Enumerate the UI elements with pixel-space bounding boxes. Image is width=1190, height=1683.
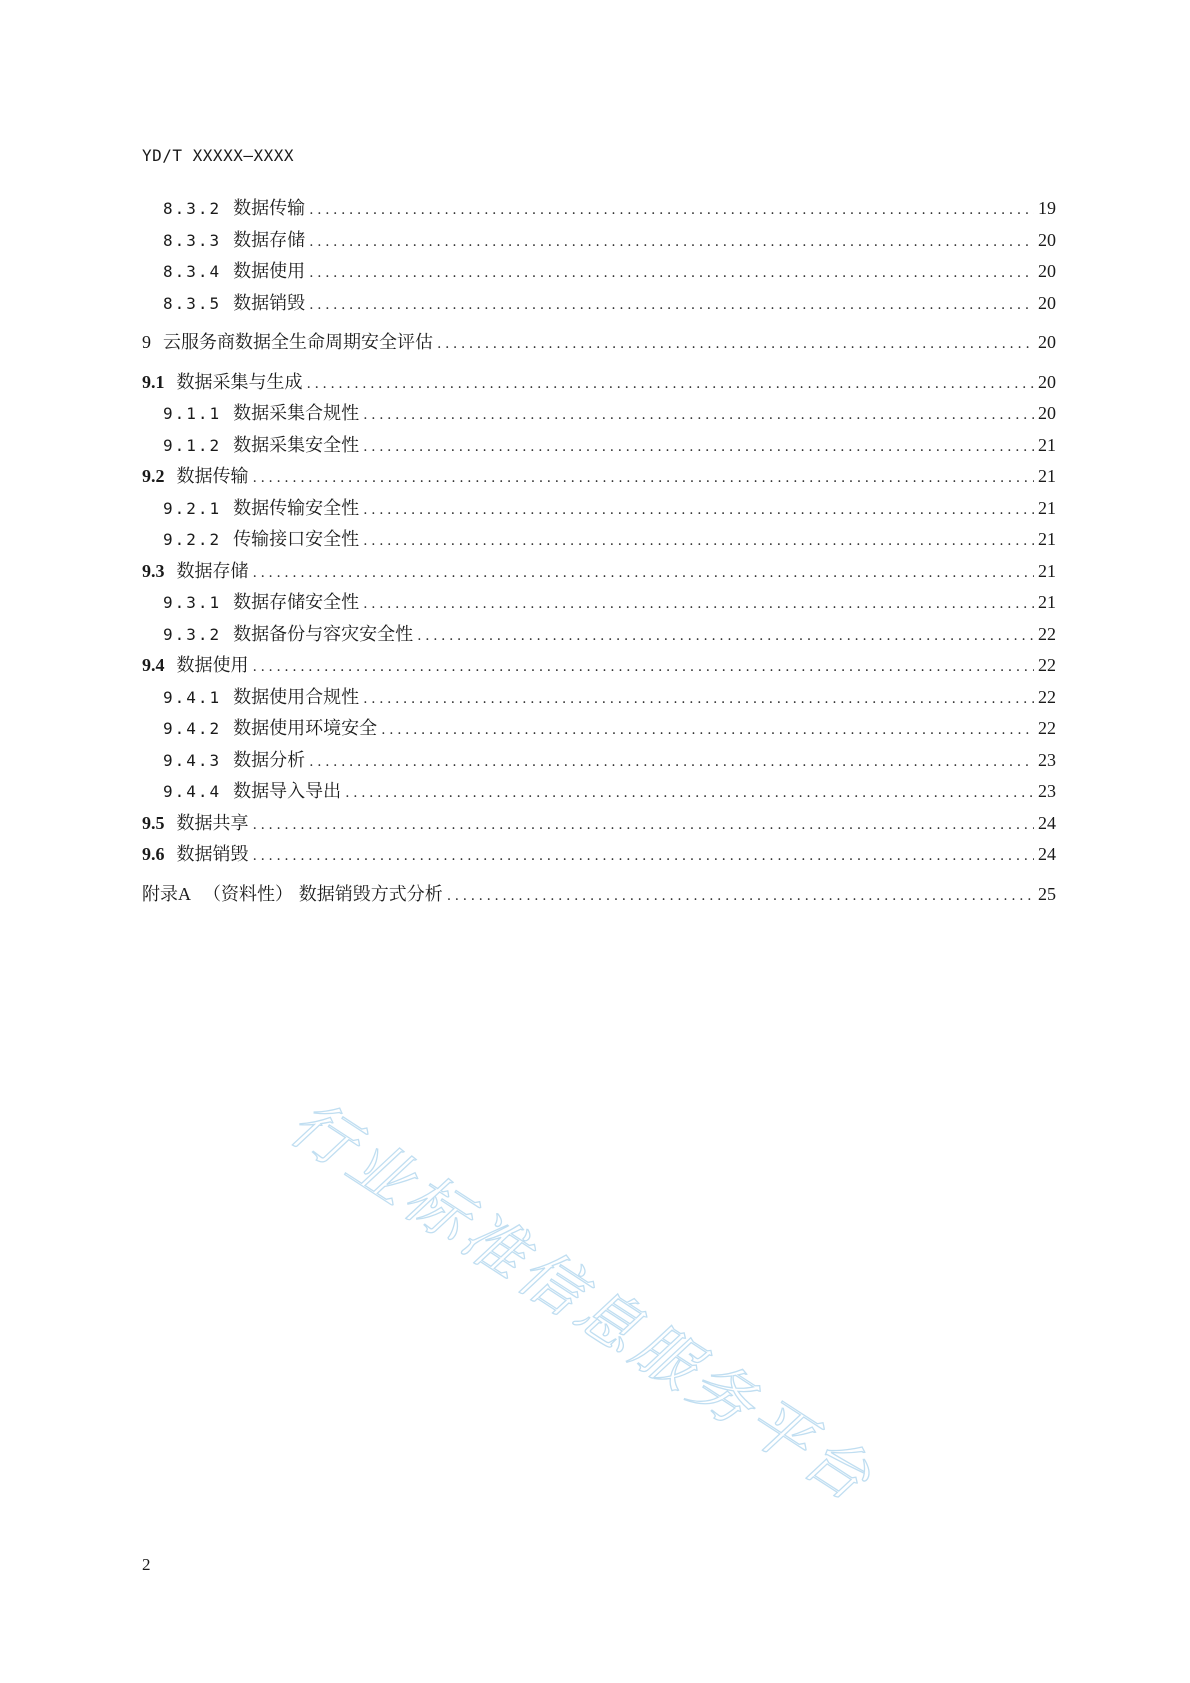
toc-entry-page: 20 bbox=[1038, 261, 1056, 281]
toc-entry-title: 数据分析 bbox=[233, 749, 306, 771]
toc-entry[interactable] bbox=[142, 461, 1056, 493]
toc-dot-leader bbox=[363, 684, 1034, 716]
toc-entry-page: 21 bbox=[1038, 434, 1056, 455]
toc-entry[interactable] bbox=[142, 367, 1056, 399]
toc-entry[interactable] bbox=[142, 808, 1056, 840]
toc-entry-number: 9 bbox=[142, 332, 151, 352]
toc-entry[interactable] bbox=[142, 398, 1056, 430]
page-number: 2 bbox=[142, 1555, 151, 1574]
toc-entry-number: 9.1 bbox=[142, 371, 165, 392]
toc-entry-title: 数据使用 bbox=[233, 261, 306, 282]
toc-entry-title: 传输接口安全性 bbox=[233, 529, 360, 550]
toc-dot-leader bbox=[447, 881, 1034, 913]
toc-dot-leader bbox=[363, 526, 1034, 558]
toc-entry[interactable] bbox=[142, 745, 1056, 777]
toc-entry[interactable] bbox=[142, 776, 1056, 808]
toc-dot-leader bbox=[309, 227, 1034, 259]
toc-dot-leader bbox=[381, 715, 1034, 747]
toc-entry-page: 23 bbox=[1038, 749, 1056, 770]
toc-dot-leader bbox=[253, 652, 1035, 684]
toc-entry[interactable] bbox=[142, 430, 1056, 462]
toc-dot-leader bbox=[309, 747, 1034, 779]
toc-entry-number: 9.2 bbox=[142, 466, 165, 486]
toc-entry-title: 数据存储 bbox=[233, 229, 306, 251]
toc-entry-number: 9.4.3 bbox=[163, 750, 222, 770]
toc-entry-appendix[interactable] bbox=[142, 879, 1056, 911]
toc-entry-page: 21 bbox=[1038, 497, 1056, 518]
toc-entry[interactable] bbox=[142, 493, 1056, 525]
toc-entry-title: 数据采集合规性 bbox=[233, 403, 360, 424]
toc-entry-number: 附录A bbox=[142, 883, 191, 904]
toc-entry-page: 20 bbox=[1038, 332, 1056, 352]
toc-entry-title: 数据采集安全性 bbox=[233, 434, 360, 456]
toc-entry[interactable] bbox=[142, 327, 1056, 359]
toc-entry[interactable] bbox=[142, 839, 1056, 871]
toc-entry-page: 19 bbox=[1038, 198, 1056, 218]
toc-entry-page: 21 bbox=[1038, 466, 1056, 486]
toc-entry-page: 20 bbox=[1038, 403, 1056, 423]
toc-entry-page: 21 bbox=[1038, 592, 1056, 612]
toc-entry[interactable] bbox=[142, 713, 1056, 745]
toc-dot-leader bbox=[309, 258, 1034, 290]
toc-entry[interactable] bbox=[142, 650, 1056, 682]
toc-entry-number: 9.3 bbox=[142, 560, 165, 581]
toc-entry-title: 数据导入导出 bbox=[233, 781, 342, 802]
toc-entry-page: 22 bbox=[1038, 655, 1056, 675]
toc-entry[interactable] bbox=[142, 225, 1056, 257]
toc-entry-number: 9.3.1 bbox=[163, 593, 222, 612]
toc-entry-title: 云服务商数据全生命周期安全评估 bbox=[163, 332, 433, 353]
toc-entry[interactable] bbox=[142, 556, 1056, 588]
toc-entry-number: 8.3.5 bbox=[163, 293, 222, 313]
toc-entry-number: 9.1.1 bbox=[163, 404, 222, 423]
toc-entry-title: 数据销毁 bbox=[233, 292, 306, 314]
toc-entry[interactable] bbox=[142, 256, 1056, 288]
toc-entry-number: 9.3.2 bbox=[163, 624, 222, 644]
toc-dot-leader bbox=[307, 369, 1035, 401]
toc-dot-leader bbox=[363, 495, 1034, 527]
toc-entry-page: 20 bbox=[1038, 229, 1056, 250]
toc-dot-leader bbox=[417, 621, 1034, 653]
toc-entry-title: 数据备份与容灾安全性 bbox=[233, 623, 414, 645]
toc-entry-number: 8.3.2 bbox=[163, 199, 222, 218]
toc-dot-leader bbox=[309, 290, 1034, 322]
toc-entry-title: 数据共享 bbox=[176, 812, 249, 834]
document-code: YD/T XXXXX—XXXX bbox=[142, 146, 294, 165]
toc-entry-page: 21 bbox=[1038, 560, 1056, 581]
toc-entry-title: 数据使用 bbox=[176, 655, 249, 676]
toc-entry[interactable] bbox=[142, 193, 1056, 225]
toc-entry-page: 24 bbox=[1038, 812, 1056, 833]
toc-entry-number: 9.4.1 bbox=[163, 687, 222, 707]
toc-entry-number: 9.2.1 bbox=[163, 498, 222, 518]
toc-entry-page: 20 bbox=[1038, 292, 1056, 313]
toc-entry-number: 9.4.2 bbox=[163, 719, 222, 738]
toc-dot-leader bbox=[253, 810, 1035, 842]
toc-entry-number: 9.4.4 bbox=[163, 782, 222, 801]
toc-dot-leader bbox=[345, 778, 1034, 810]
toc-entry[interactable] bbox=[142, 288, 1056, 320]
table-of-contents bbox=[142, 193, 1056, 910]
toc-entry[interactable] bbox=[142, 619, 1056, 651]
toc-entry[interactable] bbox=[142, 682, 1056, 714]
toc-entry-number: 9.1.2 bbox=[163, 435, 222, 455]
toc-dot-leader bbox=[363, 400, 1034, 432]
toc-entry-page: 24 bbox=[1038, 844, 1056, 864]
watermark: 行业标准信息服务平台 bbox=[277, 1086, 888, 1518]
toc-entry-page: 22 bbox=[1038, 686, 1056, 707]
toc-entry-title: 数据采集与生成 bbox=[176, 371, 303, 393]
toc-entry-page: 20 bbox=[1038, 371, 1056, 392]
toc-dot-leader bbox=[437, 329, 1034, 361]
toc-entry-title: 数据传输 bbox=[176, 466, 249, 487]
toc-dot-leader bbox=[309, 195, 1034, 227]
toc-entry-title: 数据存储 bbox=[176, 560, 249, 582]
toc-entry-number: 8.3.3 bbox=[163, 230, 222, 250]
toc-entry-page: 23 bbox=[1038, 781, 1056, 801]
toc-entry-number: 9.2.2 bbox=[163, 530, 222, 549]
toc-dot-leader bbox=[363, 589, 1034, 621]
toc-dot-leader bbox=[363, 432, 1034, 464]
toc-entry[interactable] bbox=[142, 524, 1056, 556]
toc-entry-page: 21 bbox=[1038, 529, 1056, 549]
toc-entry[interactable] bbox=[142, 587, 1056, 619]
toc-dot-leader bbox=[253, 558, 1035, 590]
toc-entry-page: 22 bbox=[1038, 718, 1056, 738]
toc-entry-title: 数据使用合规性 bbox=[233, 686, 360, 708]
toc-entry-title: 数据传输 bbox=[233, 198, 306, 219]
toc-entry-title: （资料性） 数据销毁方式分析 bbox=[203, 883, 443, 905]
toc-entry-page: 22 bbox=[1038, 623, 1056, 644]
toc-entry-number: 9.4 bbox=[142, 655, 165, 675]
toc-entry-title: 数据传输安全性 bbox=[233, 497, 360, 519]
toc-entry-number: 9.6 bbox=[142, 844, 165, 864]
toc-dot-leader bbox=[253, 841, 1035, 873]
toc-entry-page: 25 bbox=[1038, 883, 1056, 904]
toc-entry-number: 8.3.4 bbox=[163, 262, 222, 281]
toc-entry-title: 数据销毁 bbox=[176, 844, 249, 865]
toc-entry-number: 9.5 bbox=[142, 812, 165, 833]
toc-dot-leader bbox=[253, 463, 1035, 495]
toc-entry-title: 数据使用环境安全 bbox=[233, 718, 378, 739]
toc-entry-title: 数据存储安全性 bbox=[233, 592, 360, 613]
